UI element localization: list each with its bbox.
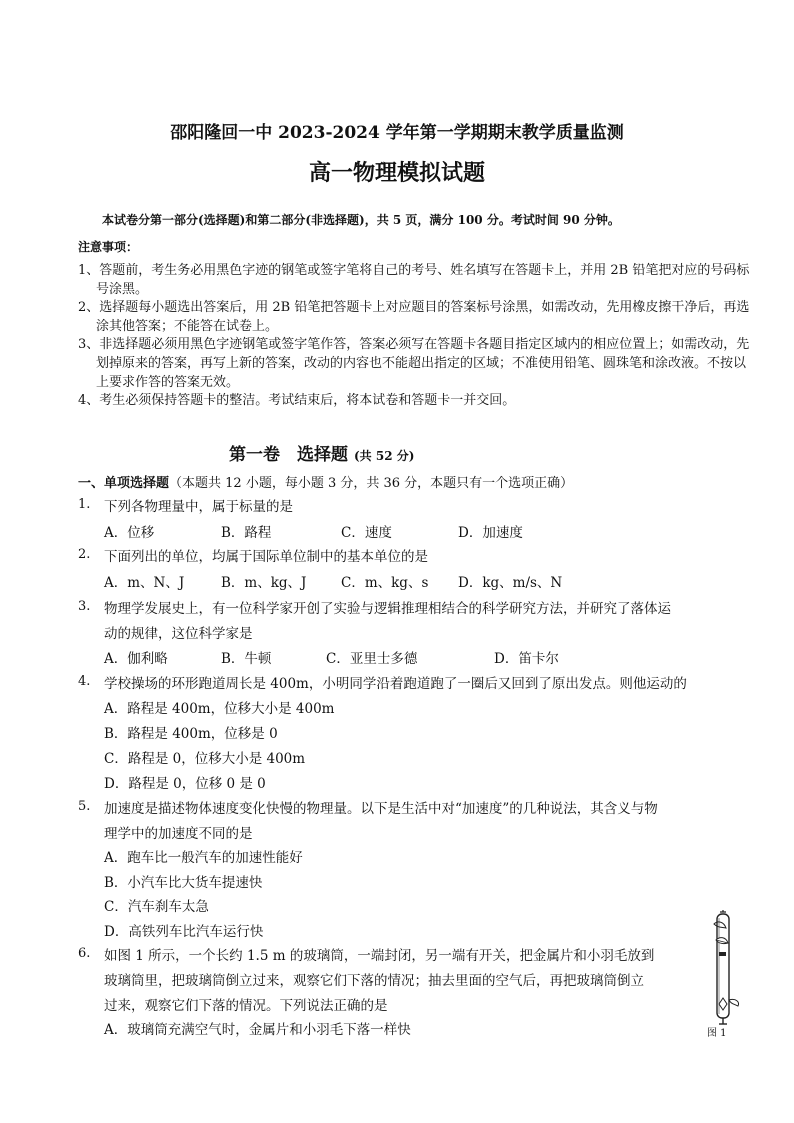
option-b: B．m、kg、J: [221, 575, 307, 591]
option-c: C．汽车刹车太急: [104, 899, 209, 915]
part-one-title: [229, 440, 414, 465]
question-stem: 下列各物理量中，属于标量的是: [104, 499, 293, 515]
question-stem: 理学中的加速度不同的是: [104, 826, 253, 842]
option-d: D．高铁列车比汽车运行快: [104, 924, 264, 940]
question-number: 1.: [78, 497, 91, 512]
option-d: D．路程是 0，位移 0 是 0: [104, 776, 266, 792]
part-one-title-text: 第一卷 选择题: [229, 445, 348, 465]
figure-label: 图 1: [707, 1028, 727, 1039]
question-stem: 如图 1 所示，一个长约 1.5 m 的玻璃筒，一端封闭，另一端有开关，把金属片和小羽毛放到: [104, 948, 655, 964]
exam-title: 邵阳隆回一中 2023-2024 学年第一学期期末教学质量监测: [170, 123, 624, 143]
section-label: 一、单项选择题: [78, 476, 170, 491]
option-b: B．小汽车比大货车提速快: [104, 875, 263, 891]
option-a: A．位移: [104, 525, 155, 541]
question-number: 5.: [78, 799, 91, 814]
exam-intro: 本试卷分第一部分(选择题)和第二部分(非选择题)，共 5 页，满分 100 分。考试时间 90 分钟。: [102, 213, 620, 227]
notes-list: [78, 262, 758, 411]
question-number: 4.: [78, 674, 91, 689]
note-item: 2、选择题每小题选出答案后，用 2B 铅笔把答题卡上对应题目的答案标号涂黑，如需改动，先用橡皮擦干净后，再选涂其他答案；不能答在试卷上。: [78, 300, 750, 334]
option-a: A．路程是 400m，位移大小是 400m: [104, 701, 335, 717]
option-a: A．m、N、J: [104, 575, 185, 591]
option-d: D．笛卡尔: [494, 651, 559, 667]
question-stem: 物理学发展史上，有一位科学家开创了实验与逻辑推理相结合的科学研究方法，并研究了落体运: [104, 601, 671, 617]
question-stem: 下面列出的单位，均属于国际单位制中的基本单位的是: [104, 549, 428, 565]
question-stem: 学校操场的环形跑道周长是 400m，小明同学沿着跑道跑了一圈后又回到了原出发点。则他运动的: [104, 676, 687, 692]
glass-tube-figure: [704, 910, 744, 1028]
question-stem: 加速度是描述物体速度变化快慢的物理量。以下是生活中对“加速度”的几种说法，其含义与物: [104, 801, 658, 817]
option-d: D．kg、m/s、N: [458, 575, 563, 591]
option-a: A．玻璃筒充满空气时，金属片和小羽毛下落一样快: [104, 1022, 411, 1038]
option-c: C．速度: [341, 525, 392, 541]
question-stem: 过来，观察它们下落的情况。下列说法正确的是: [104, 998, 388, 1014]
question-stem: 玻璃筒里，把玻璃筒倒立过来，观察它们下落的情况；抽去里面的空气后，再把玻璃筒倒立: [104, 973, 644, 989]
option-c: C．m、kg、s: [341, 575, 429, 591]
section-heading: [78, 472, 573, 491]
option-c: C．亚里士多德: [326, 651, 418, 667]
option-a: A．跑车比一般汽车的加速性能好: [104, 850, 303, 866]
section-description: （本题共 12 小题，每小题 3 分，共 36 分，本题只有一个选项正确）: [169, 476, 574, 491]
option-b: B．牛顿: [221, 651, 272, 667]
question-number: 2.: [78, 547, 91, 562]
question-number: 6.: [78, 946, 91, 961]
option-c: C．路程是 0，位移大小是 400m: [104, 751, 306, 767]
option-b: B．路程是 400m，位移是 0: [104, 726, 278, 742]
option-b: B．路程: [221, 525, 272, 541]
part-one-score: (共 52 分): [354, 449, 415, 463]
note-item: 1、答题前，考生务必用黑色字迹的钢笔或签字笔将自己的考号、姓名填写在答题卡上，并用 2B 铅笔把对应的号码标号涂黑。: [78, 263, 750, 297]
question-stem: 动的规律，这位科学家是: [104, 626, 253, 642]
option-d: D．加速度: [458, 525, 523, 541]
option-a: A．伽利略: [104, 651, 168, 667]
notes-heading: 注意事项：: [78, 240, 139, 254]
note-item: 4、考生必须保持答题卡的整洁。考试结束后，将本试卷和答题卡一并交回。: [78, 393, 516, 409]
note-item: 3、非选择题必须用黑色字迹钢笔或签字笔作答，答案必须写在答题卡各题目指定区域内的相应位置上；如需改动，先划掉原来的答案，再写上新的答案，改动的内容也不能超出指定的区域；不准使用铅笔、圆珠笔和涂改液。不按以上要求作答的答案无效。: [78, 337, 750, 390]
exam-subject-title: 高一物理模拟试题: [308, 160, 485, 186]
question-number: 3.: [78, 599, 91, 614]
